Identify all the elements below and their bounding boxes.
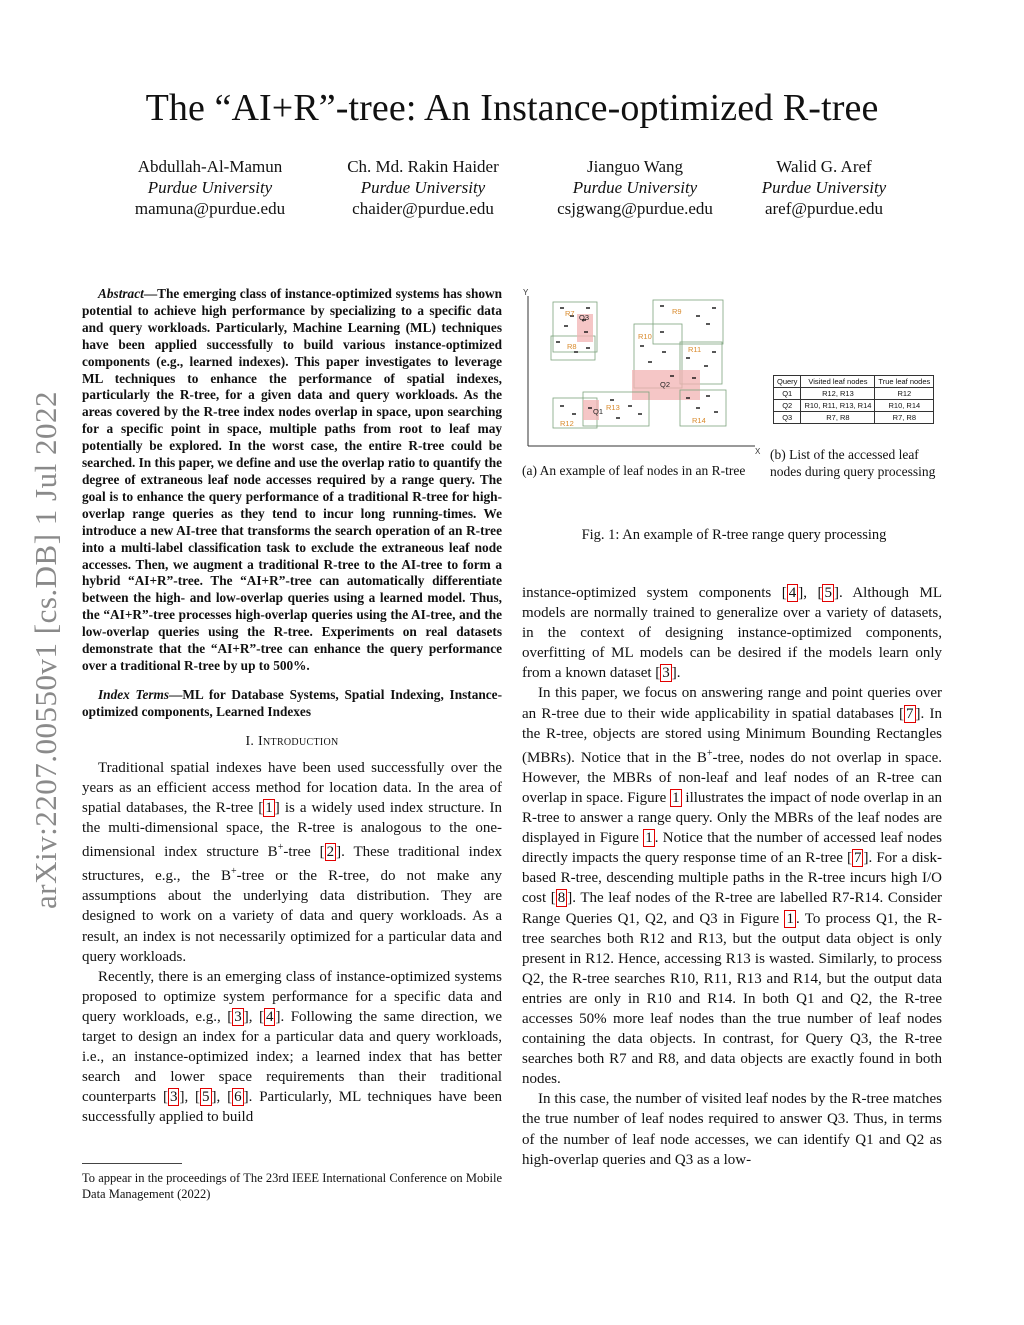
label-r9: R9 (672, 307, 682, 316)
label-r11: R11 (688, 345, 702, 354)
citation-link[interactable]: 3 (169, 1089, 178, 1106)
table-header: Visited leaf nodes (801, 376, 875, 388)
citation-link[interactable]: 1 (265, 799, 273, 816)
author-affiliation: Purdue University (147, 178, 273, 197)
label-r12: R12 (560, 419, 574, 428)
author-affiliation: Purdue University (572, 178, 698, 197)
text: . (676, 665, 681, 682)
text: , (248, 1008, 259, 1025)
section-heading (82, 732, 502, 752)
right-paragraph-1: instance-optimized system components [ 4 ], [ 5 ]. Although ML models are normally trained to generalize over a variety of datasets, in the context of designing instance-optimized components, overfitting of ML models can be desired if the models learn only from a known dataset [ 3 ]. (522, 585, 943, 682)
citation-link[interactable]: 4 (788, 585, 797, 601)
text: . For a disk-based R-tree, descending multiple paths in the R-tree incurs high I/O cost (522, 850, 942, 907)
author-3 (535, 156, 735, 219)
table-row (774, 388, 934, 400)
label-r8: R8 (567, 342, 577, 351)
figure-caption: Fig. 1: An example of R-tree range query processing (581, 527, 887, 543)
abstract-text: —The emerging class of instance-optimized systems has shown potential to achieve high performance by specializing to a specific data and query workloads. Particularly, Machine Learning (ML) techniques have been applied successfully to build various instance-optimized components (e.g., learned indexes). This paper investigates to leverage ML techniques to enhance the performance of spatial indexes, particularly the R-tree, for a given data and query workloads. As the areas covered by the R-tree index nodes overlap in space, upon searching for a specific point in space, multiple paths from root to leaf may potentially be explored. In the worst case, the entire R-tree could be searched. In this paper, we define and use the overlap ratio to quantify the degree of extraneous leaf node accesses required by a range query. The goal is to enhance the query performance of a traditional R-tree for high-overlap range queries as they tend to incur long running-times. We introduce a new AI-tree that transforms the search operation of an R-tree into a multi-label classification task to exclude the extraneous leaf node accesses. Then, we augment a traditional R-tree to the AI-tree to form a hybrid “AI+R”-tree. The “AI+R”-tree can automatically differentiate between the high- and low-overlap queries using a learned model. Thus, the “AI+R”-tree processes high-overlap queries using the AI-tree, and the low-overlap queries using the R-tree. Experiments on real datasets demonstrate that the “AI+R”-tree can enhance the query performance over a traditional R-tree by up to 500%. (82, 286, 502, 673)
index-lead: Index Terms (98, 686, 170, 702)
left-column (82, 286, 502, 1127)
text: . Particularly, ML techniques have been successfully applied to build (82, 1089, 502, 1126)
author-email: aref@purdue.edu (764, 199, 884, 218)
citation-link[interactable]: 6 (234, 1089, 242, 1106)
table-cell: R7, R8 (801, 412, 875, 424)
citation-link[interactable]: 7 (906, 705, 914, 722)
table-cell: R12 (875, 388, 934, 400)
section-title: Introduction (258, 733, 339, 749)
text: , (803, 585, 818, 601)
figure-link[interactable]: 1 (645, 830, 653, 847)
table-cell: R7, R8 (875, 412, 934, 424)
author-1 (110, 156, 310, 219)
table-row (774, 412, 934, 424)
text: instance-optimized system components (522, 585, 782, 601)
table-header: Query (774, 376, 801, 388)
arxiv-stamp: arXiv:2207.00550v1 [cs.DB] 1 Jul 2022 (28, 391, 63, 909)
figure-link[interactable]: 1 (786, 910, 794, 927)
subcaption-a: (a) An example of leaf nodes in an R-tree (522, 463, 746, 478)
citation-link[interactable]: 3 (234, 1008, 242, 1025)
author-affiliation: Purdue University (360, 178, 486, 197)
text: , (216, 1089, 228, 1106)
citation-link[interactable]: 3 (662, 665, 670, 682)
label-r14: R14 (692, 416, 706, 425)
index-terms (82, 687, 502, 721)
table-cell: R12, R13 (801, 388, 875, 400)
text: Recently, there is an emerging class of instance-optimized systems proposed to optimize system performance for a specific data and query workloads, e.g., (82, 968, 502, 1025)
abstract-lead: Abstract (98, 286, 144, 301)
paper-title: The “AI+R”-tree: An Instance-optimized R-tree (145, 87, 879, 129)
citation-link[interactable]: 7 (853, 850, 862, 867)
text: is a widely used index structure. In the multi-dimensional space, the R-tree is analogous to the one-dimensional index structure B (82, 799, 503, 861)
superscript: + (277, 842, 284, 854)
label-r13: R13 (606, 403, 620, 412)
table-cell: R10, R14 (875, 400, 934, 412)
accessed-nodes-table (773, 375, 934, 424)
table-cell: R10, R11, R13, R14 (801, 400, 875, 412)
right-paragraph-2: In this paper, we focus on answering range and point queries over an R-tree due to their wide applicability in spatial databases [ 7 ]. In the R-tree, objects are stored using Minimum Bounding Rectangles (MBRs). Notice that in the B+-tree, nodes do not overlap in space. However, the MBRs of non-leaf and leaf nodes of an R-tree can overlap in space. Figure 1 illustrates the impact of node overlap in an R-tree to answer a range query. Only the MBRs of the leaf nodes are displayed in Figure 1 . Notice that the number of accessed leaf nodes directly impacts the query response time of an R-tree [ 7 ]. For a disk-based R-tree, descending multiple paths in the R-tree incurs high I/O cost [ 8 ]. The leaf nodes of the R-tree are labelled R7-R14. Consider Range Queries Q1, Q2, and Q3 in Figure 1 . To process Q1, the R-tree searches both R12 and R13, but the output data object is only present in R12. Hence, accessing R13 is wasted. Similarly, to process Q2, the R-tree searches R10, R11, R13 and R14, but the output data entries are only in R10 and R14. In both Q1 and Q2, the R-tree accesses 50% more leaf nodes than the true number of leaf nodes containing the data objects. In contrast, for Query Q3, the R-tree searches both R7 and R8, and data objects are exactly found in both nodes. (522, 685, 943, 1088)
superscript: + (706, 747, 713, 759)
superscript: + (231, 866, 237, 878)
text: In this paper, we focus on answering range and point queries over an R-tree due to their wide applicability in spatial databases (522, 685, 942, 722)
subcaption-b: (b) List of the accessed leaf nodes during query processing (770, 447, 936, 479)
author-2 (318, 156, 528, 219)
x-axis-label: X (755, 447, 761, 456)
table-header-row (774, 376, 934, 388)
right-column (522, 583, 942, 1170)
text: . These traditional index structures, e.g., the B (82, 844, 502, 885)
citation-link[interactable]: 5 (824, 585, 832, 601)
citation-link[interactable]: 4 (265, 1008, 274, 1025)
figure-link[interactable]: 1 (672, 789, 680, 806)
text: . Following the same direction, we target to design an index for a particular data and query workloads, i.e., an instance-optimized index; a learned index that has better search and lower space requirements than their traditional counterparts (82, 1008, 502, 1106)
y-axis-label: Y (523, 288, 529, 297)
author-name: Walid G. Aref (776, 157, 872, 176)
abstract (82, 286, 502, 675)
intro-paragraph-1: Traditional spatial indexes have been used successfully over the years as an efficient access method for location data. In the area of spatial databases, the R-tree [ 1 ] is a widely used index structure. In the multi-dimensional space, the R-tree is analogous to the one-dimensional index structure B+-tree [ 2 ]. These traditional index structures, e.g., the B+-tree or the R-tree, do not make any assumptions about the underlying data distribution. They are designed to work on a variety of data and query workloads. As a result, an index is not necessarily optimized for a particular data and query workloads. (82, 759, 503, 965)
text: . Notice that the number of accessed leaf nodes directly impacts the query response time of an R-tree (522, 830, 942, 867)
author-email: mamuna@purdue.edu (134, 199, 286, 218)
intro-paragraph-2: Recently, there is an emerging class of instance-optimized systems proposed to optimize system performance for a specific data and query workloads, e.g., [ 3 ], [ 4 ]. Following the same direction, we target to design an index for a particular data and query workloads, i.e., an instance-optimized index; a learned index that has better search and lower space requirements than their traditional counterparts [ 3 ], [ 5 ], [ 6 ]. Particularly, ML techniques have been successfully applied to build (82, 968, 502, 1126)
text: , (184, 1089, 196, 1106)
text: -tree or the R-tree, do not make any assumptions about the underlying data distribution. They are designed to work on a variety of data and query workloads. As a result, an index is not necessarily optimized for a particular data and query workloads. (82, 868, 502, 965)
author-name: Abdullah-Al-Mamun (137, 157, 283, 176)
label-r10: R10 (638, 332, 652, 341)
author-affiliation: Purdue University (761, 178, 887, 197)
text: Traditional spatial indexes have been used successfully over the years as an efficient access method for location data. In the area of spatial databases, the R-tree (82, 759, 502, 816)
text: -tree (283, 844, 320, 861)
table-cell: Q2 (774, 400, 801, 412)
right-paragraph-3: In this case, the number of visited leaf nodes by the R-tree matches the true number of leaf nodes required to answer Q3. Thus, in terms of the number of leaf node accesses, we can identify Q1 and Q2 as high-overlap queries and Q3 as a low- (522, 1091, 942, 1168)
table-cell: Q3 (774, 412, 801, 424)
footnote-rule (82, 1163, 182, 1164)
label-q3: Q3 (579, 313, 590, 322)
text: . To process Q1, the R-tree searches both R12 and R13, but the output data object is only present in R12. Hence, accessing R13 is wasted. Similarly, to process Q2, the R-tree searches R10, R11, R13 and R14, but the output data entries are only in R10 and R14. In both Q1 and Q2, the R-tree accesses 50% more leaf nodes than the true number of leaf nodes containing the data objects. In contrast, for Query Q3, the R-tree searches both R7 and R8, and data objects are exactly found in both nodes. (522, 910, 942, 1088)
label-q1: Q1 (593, 407, 604, 416)
text: . In the R-tree, objects are stored using Minimum Bounding Rectangles (MBRs). Notice that in the B (522, 705, 942, 766)
citation-link[interactable]: 8 (557, 890, 566, 907)
table-header: True leaf nodes (875, 376, 934, 388)
table-cell: Q1 (774, 388, 801, 400)
author-name: Jianguo Wang (586, 157, 684, 176)
index-text: —ML for Database Systems, Spatial Indexing, Instance-optimized components, Learned Indexes (82, 686, 502, 719)
label-q2: Q2 (660, 380, 671, 389)
author-email: chaider@purdue.edu (352, 199, 494, 218)
author-4 (724, 156, 924, 219)
footnote: To appear in the proceedings of The 23rd IEEE International Conference on Mobile Data Management (2022) (82, 1171, 502, 1201)
text: -tree, nodes do not overlap in space. However, the MBRs of non-leaf and leaf nodes of an R-tree can overlap in space. Figure (522, 749, 943, 806)
citation-link[interactable]: 5 (202, 1089, 210, 1106)
text: illustrates the impact of node overlap in an R-tree to answer a range query. Only the MBRs of the leaf nodes are displayed in Figure (522, 789, 942, 847)
label-r7: R7 (565, 309, 575, 318)
table-row (774, 400, 934, 412)
text: . Although ML models are normally trained to generalize over a variety of datasets, in the context of designing instance-optimized components, overfitting of ML models can be desired if the models learn only from a known dataset (522, 585, 943, 682)
section-number: I. (245, 733, 255, 749)
text: . The leaf nodes of the R-tree are labelled R7-R14. Consider Range Queries Q1, Q2, and Q3 in Figure (522, 890, 942, 927)
author-email: csjgwang@purdue.edu (557, 199, 713, 218)
author-name: Ch. Md. Rakin Haider (347, 157, 499, 176)
citation-link[interactable]: 2 (326, 844, 335, 861)
